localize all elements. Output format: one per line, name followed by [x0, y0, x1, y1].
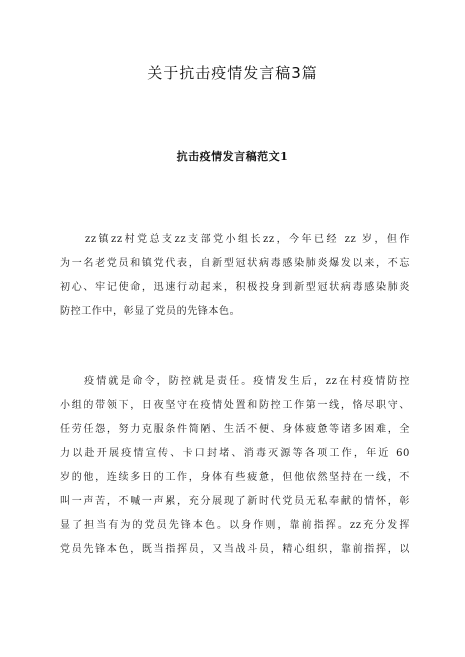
paragraph-line: 岁的他，连续多日的工作，身体有些疲惫，但他依然坚持在一线，不: [60, 472, 410, 483]
section-title: 抗击疫情发言稿范文1: [176, 150, 289, 163]
paragraph-line: 小组的带领下，日夜坚守在疫情处置和防控工作第一线，恪尽职守、: [60, 400, 410, 411]
paragraph-line: 初心、牢记使命，迅速行动起来，积极投身到新型冠状病毒感染肺炎: [60, 282, 410, 293]
paragraph-line: zz镇zz村党总支zz支部党小组长zz，今年已经 zz 岁，但作: [60, 234, 410, 245]
document-title: 关于抗击疫情发言稿3篇: [147, 64, 318, 82]
paragraph-2: [60, 370, 410, 562]
paragraph-line: 力以赴开展疫情宣传、卡口封堵、消毒灭源等各项工作，年近 60: [60, 448, 410, 459]
paragraph-line: 叫一声苦，不喊一声累，充分展现了新时代党员无私奉献的情怀，彰: [60, 496, 410, 507]
paragraph-1: [60, 228, 410, 324]
paragraph-line: 防控工作中，彰显了党员的先锋本色。: [60, 306, 241, 317]
paragraph-line: 任劳任怨，努力克服条件简陋、生活不便、身体疲惫等诸多困难，全: [60, 424, 410, 435]
paragraph-line: 显了担当有为的党员先锋本色。以身作则，靠前指挥。zz充分发挥: [60, 520, 410, 531]
paragraph-line: 党员先锋本色，既当指挥员，又当战斗员，精心组织，靠前指挥，以: [60, 544, 410, 555]
paragraph-line: 为一名老党员和镇党代表，自新型冠状病毒感染肺炎爆发以来，不忘: [60, 258, 410, 269]
paragraph-line: 疫情就是命令，防控就是责任。疫情发生后，zz在村疫情防控: [60, 376, 410, 387]
